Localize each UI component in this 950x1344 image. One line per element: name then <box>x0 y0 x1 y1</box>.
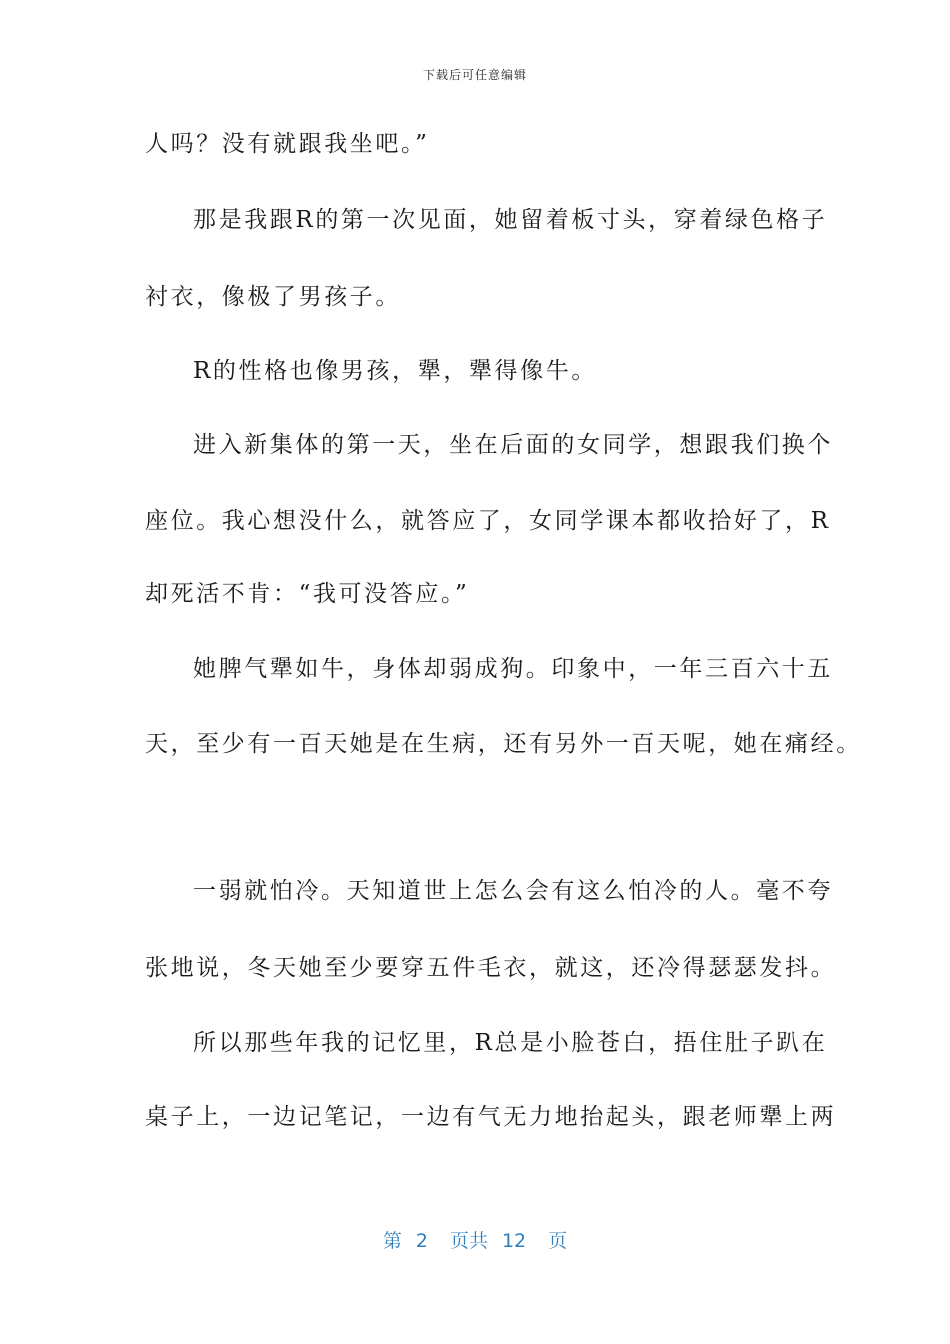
page-header: 下载后可任意编辑 <box>422 68 527 82</box>
paragraph-line: 张地说，冬天她至少要穿五件毛衣，就这，还冷得瑟瑟发抖。 <box>145 955 837 981</box>
paragraph-line: 进入新集体的第一天，坐在后面的女同学，想跟我们换个 <box>193 432 833 458</box>
paragraph-line: 那是我跟R的第一次见面，她留着板寸头，穿着绿色格子 <box>193 207 828 233</box>
paragraph-line: 却死活不肯：“我可没答应。” <box>145 581 470 607</box>
footer-di: 第 <box>382 1230 402 1252</box>
paragraph-line: 人吗？没有就跟我坐吧。” <box>145 131 430 157</box>
paragraph-line: 衬衣，像极了男孩子。 <box>145 284 401 310</box>
footer-ye: 页 <box>548 1230 568 1252</box>
footer-total-pages: 12 <box>501 1230 527 1252</box>
paragraph-line: 天，至少有一百天她是在生病，还有另外一百天呢，她在痛经。 <box>145 731 862 757</box>
paragraph-line: R的性格也像男孩，犟，犟得像牛。 <box>193 358 597 384</box>
paragraph-line: 座位。我心想没什么，就答应了，女同学课本都收拾好了，R <box>145 508 831 534</box>
page-number-footer <box>0 1226 950 1253</box>
paragraph-line: 一弱就怕冷。天知道世上怎么会有这么怕冷的人。毫不夸 <box>193 878 833 904</box>
paragraph-line: 所以那些年我的记忆里，R总是小脸苍白，捂住肚子趴在 <box>193 1030 828 1056</box>
paragraph-line: 桌子上，一边记笔记，一边有气无力地抬起头，跟老师犟上两 <box>145 1104 837 1130</box>
footer-current-page: 2 <box>415 1230 428 1252</box>
footer-ye-gong: 页共 <box>449 1230 488 1252</box>
paragraph-line: 她脾气犟如牛，身体却弱成狗。印象中，一年三百六十五 <box>193 656 833 682</box>
